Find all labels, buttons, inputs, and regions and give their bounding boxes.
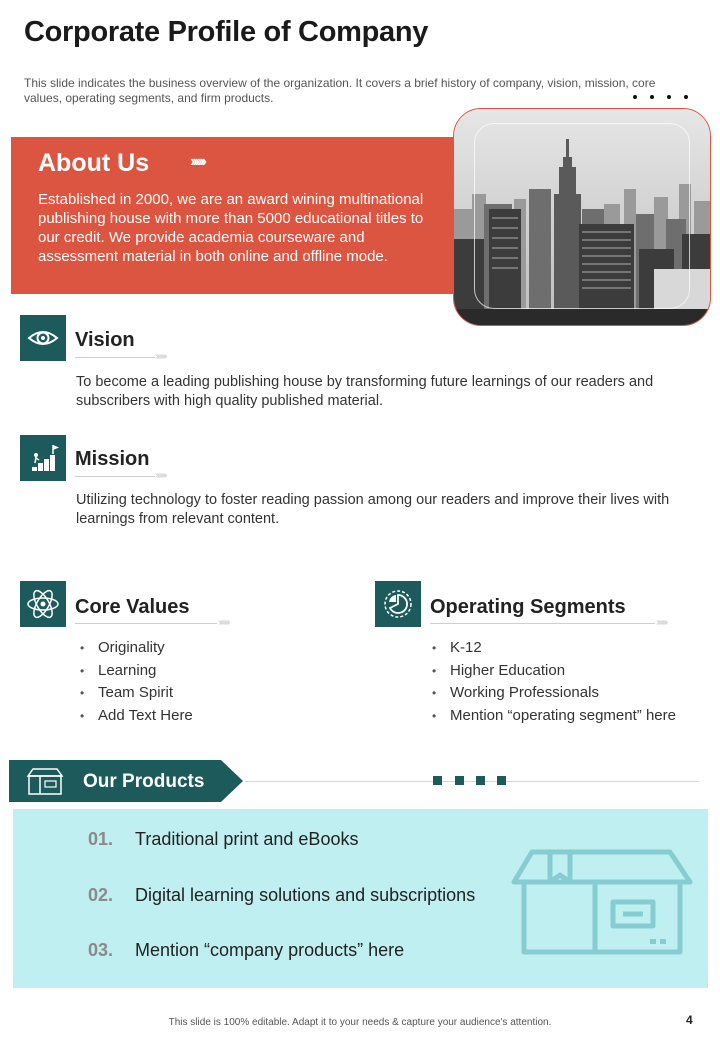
mission-title: Mission xyxy=(75,448,150,470)
operating-segments-arrows: ›››››››› xyxy=(656,617,667,628)
product-number: 02. xyxy=(88,885,114,905)
core-values-list xyxy=(76,637,193,727)
decorative-square xyxy=(455,776,464,785)
our-products-title: Our Products xyxy=(83,771,205,792)
store-box-watermark-icon xyxy=(510,847,695,957)
stairs-flag-icon xyxy=(26,441,60,475)
core-values-icon-box xyxy=(20,581,66,627)
product-text: Mention “company products” here xyxy=(135,940,405,960)
city-skyline-image xyxy=(453,108,711,326)
footer-note: This slide is 100% editable. Adapt it to your needs & capture your audience's attention. xyxy=(168,1017,552,1028)
about-us-title: About Us xyxy=(38,149,150,177)
operating-segments-icon-box xyxy=(375,581,421,627)
our-products-banner xyxy=(9,760,243,802)
list-item: • Team Spirit xyxy=(76,682,193,705)
list-item: • Working Professionals xyxy=(428,682,676,705)
vision-icon-box xyxy=(20,315,66,361)
operating-segments-underline xyxy=(430,623,655,624)
list-item: • Originality xyxy=(76,637,193,660)
product-text: Digital learning solutions and subscriptions xyxy=(135,885,476,905)
store-box-icon xyxy=(25,766,65,796)
operating-segments-list xyxy=(428,637,676,727)
product-text: Traditional print and eBooks xyxy=(135,829,359,849)
list-item: • Higher Education xyxy=(428,660,676,683)
mission-icon-box xyxy=(20,435,66,481)
core-values-arrows: ›››››››› xyxy=(218,617,229,628)
eye-icon xyxy=(26,321,60,355)
list-item: • Learning xyxy=(76,660,193,683)
list-item: • K-12 xyxy=(428,637,676,660)
mission-text: Utilizing technology to foster reading passion among our readers and improve their lives with learnings from relevant content. xyxy=(76,492,670,527)
about-us-text: Established in 2000, we are an award wining multinational publishing house with more than 5000 educational titles to our credit. We provide academia courseware and assessment material in both online and offline mode. xyxy=(38,191,424,265)
list-item: • Mention “operating segment” here xyxy=(428,705,676,728)
page-title: Corporate Profile of Company xyxy=(24,16,429,48)
product-number: 01. xyxy=(88,829,114,849)
vision-arrows: ›››››››› xyxy=(155,351,166,362)
products-panel xyxy=(13,809,708,988)
decorative-square xyxy=(497,776,506,785)
core-values-title: Core Values xyxy=(75,596,190,618)
about-us-arrows: ›››››› xyxy=(190,153,204,170)
list-item: • Add Text Here xyxy=(76,705,193,728)
pie-chart-icon xyxy=(380,586,416,622)
product-number: 03. xyxy=(88,940,114,960)
mission-underline xyxy=(75,476,155,477)
page-number: 4 xyxy=(686,1013,693,1027)
core-values-underline xyxy=(75,623,217,624)
page-subtitle: This slide indicates the business overview of the organization. It covers a brief history of company, vision, mission, core values, operating segments, and firm products. xyxy=(24,76,656,105)
image-inner-frame xyxy=(474,123,690,309)
vision-title: Vision xyxy=(75,329,135,351)
about-us-panel xyxy=(11,137,461,294)
decorative-square xyxy=(476,776,485,785)
operating-segments-title: Operating Segments xyxy=(430,596,626,618)
products-divider xyxy=(245,781,699,782)
vision-underline xyxy=(75,357,155,358)
atom-icon xyxy=(25,586,61,622)
mission-arrows: ›››››››› xyxy=(155,470,166,481)
vision-text: To become a leading publishing house by transforming future learnings of our readers and subscribers with high quality published material. xyxy=(76,374,654,409)
decorative-square xyxy=(433,776,442,785)
